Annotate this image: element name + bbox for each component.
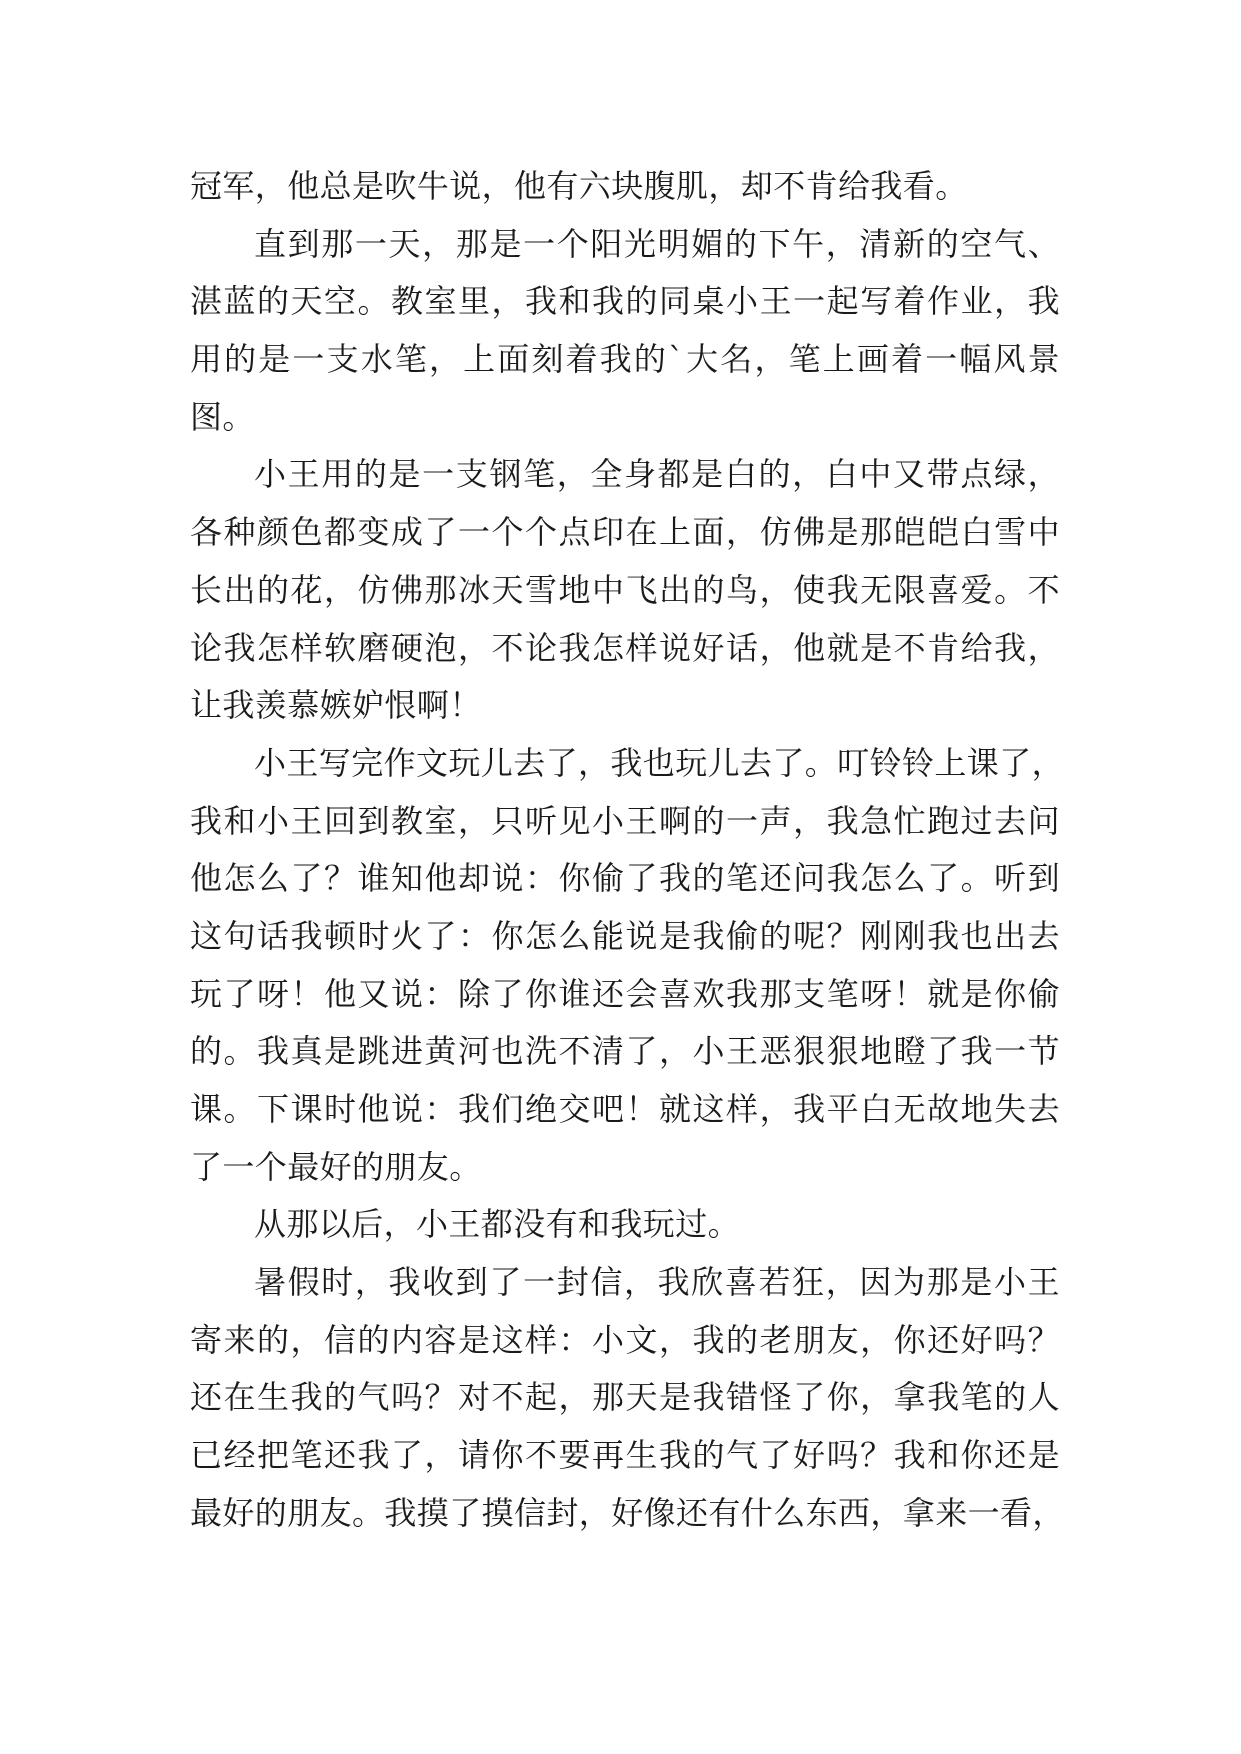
text-line: 长出的花，仿佛那冰天雪地中飞出的鸟，使我无限喜爱。不 xyxy=(190,570,1060,609)
essay-body xyxy=(190,158,1065,1543)
text-line: 冠军，他总是吹牛说，他有六块腹肌，却不肯给我看。 xyxy=(190,167,968,205)
text-line: 直到那一天，那是一个阳光明媚的下午，清新的空气、 xyxy=(254,224,1060,263)
text-line: 暑假时，我收到了一封信，我欣喜若狂，因为那是小王 xyxy=(254,1263,1060,1302)
text-line: 让我羡慕嫉妒恨啊！ xyxy=(190,686,482,725)
text-line: 小王用的是一支钢笔，全身都是白的，白中又带点绿， xyxy=(254,455,1060,494)
text-line: 他怎么了？谁知他却说：你偷了我的笔还问我怎么了。听到 xyxy=(190,859,1060,898)
text-line: 论我怎样软磨硬泡，不论我怎样说好话，他就是不肯给我， xyxy=(190,628,1060,667)
text-line: 玩了呀！他又说：除了你谁还会喜欢我那支笔呀！就是你偷 xyxy=(190,974,1060,1013)
text-line: 图。 xyxy=(190,397,255,436)
text-line: 我和小王回到教室，只听见小王啊的一声，我急忙跑过去问 xyxy=(190,801,1060,840)
text-line: 这句话我顿时火了：你怎么能说是我偷的呢？刚刚我也出去 xyxy=(190,916,1060,955)
text-line: 寄来的，信的内容是这样：小文，我的老朋友，你还好吗？ xyxy=(190,1320,1060,1359)
text-line: 各种颜色都变成了一个个点印在上面，仿佛是那皑皑白雪中 xyxy=(190,513,1060,552)
text-line: 最好的朋友。我摸了摸信封，好像还有什么东西，拿来一看， xyxy=(190,1493,1065,1532)
text-line: 的。我真是跳进黄河也洗不清了，小王恶狠狠地瞪了我一节 xyxy=(190,1032,1060,1071)
text-line: 还在生我的气吗？对不起，那天是我错怪了你，拿我笔的人 xyxy=(190,1378,1060,1417)
text-line: 了一个最好的朋友。 xyxy=(190,1147,482,1186)
text-line: 已经把笔还我了，请你不要再生我的气了好吗？我和你还是 xyxy=(190,1436,1060,1475)
text-line: 小王写完作文玩儿去了，我也玩儿去了。叮铃铃上课了， xyxy=(254,743,1065,782)
text-line: 从那以后，小王都没有和我玩过。 xyxy=(254,1205,741,1244)
text-line: 用的是一支水笔，上面刻着我的`大名，笔上画着一幅风景 xyxy=(190,340,1060,379)
text-line: 湛蓝的天空。教室里，我和我的同桌小王一起写着作业，我 xyxy=(190,282,1060,321)
text-line: 课。下课时他说：我们绝交吧！就这样，我平白无故地失去 xyxy=(190,1090,1060,1128)
